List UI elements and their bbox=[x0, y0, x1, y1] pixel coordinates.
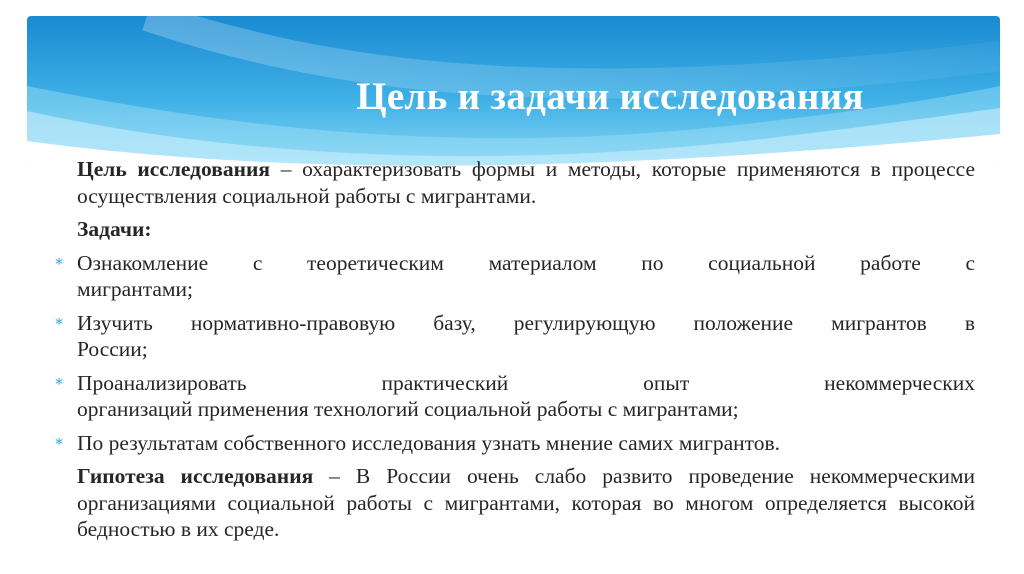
task-line: организаций применения технологий социальной работы с мигрантами; bbox=[77, 397, 739, 421]
task-line: Ознакомление с теоретическим материалом по социальной работе с bbox=[77, 250, 975, 275]
goal-text: – охарактеризовать формы и методы, которые применяются в процессе осуществления социальной работы с мигрантами. bbox=[77, 157, 975, 208]
task-line: России; bbox=[77, 337, 148, 361]
asterisk-bullet-icon: ∗ bbox=[54, 373, 65, 390]
goal-label: Цель исследования bbox=[77, 157, 271, 181]
task-line: мигрантами; bbox=[77, 277, 194, 301]
task-line: Проанализировать практический опыт некоммерческих bbox=[77, 370, 975, 395]
task-line: По результатам собственного исследования узнать мнение самих мигрантов. bbox=[77, 430, 781, 455]
hypothesis-paragraph bbox=[77, 463, 975, 543]
asterisk-bullet-icon: ∗ bbox=[54, 313, 65, 330]
asterisk-bullet-icon: ∗ bbox=[54, 433, 65, 450]
hypothesis-text: – В России очень слабо развито проведение некоммерческими организациями социальной работы с мигрантами, которая во многом определяется высокой бедностью в их среде. bbox=[77, 464, 975, 541]
hypothesis-label: Гипотеза исследования bbox=[77, 464, 314, 488]
header-banner bbox=[27, 16, 1000, 168]
tasks-label: Задачи: bbox=[77, 217, 152, 241]
task-line: Изучить нормативно-правовую базу, регулирующую положение мигрантов в bbox=[77, 310, 975, 335]
tasks-heading bbox=[77, 216, 975, 243]
list-item bbox=[54, 310, 975, 363]
tasks-list bbox=[54, 250, 975, 457]
asterisk-bullet-icon: ∗ bbox=[54, 253, 65, 270]
slide-title: Цель и задачи исследования bbox=[356, 75, 864, 118]
list-item bbox=[54, 430, 975, 457]
list-item bbox=[54, 250, 975, 303]
list-item bbox=[54, 370, 975, 423]
slide-body bbox=[54, 156, 975, 543]
goal-paragraph bbox=[77, 156, 975, 209]
